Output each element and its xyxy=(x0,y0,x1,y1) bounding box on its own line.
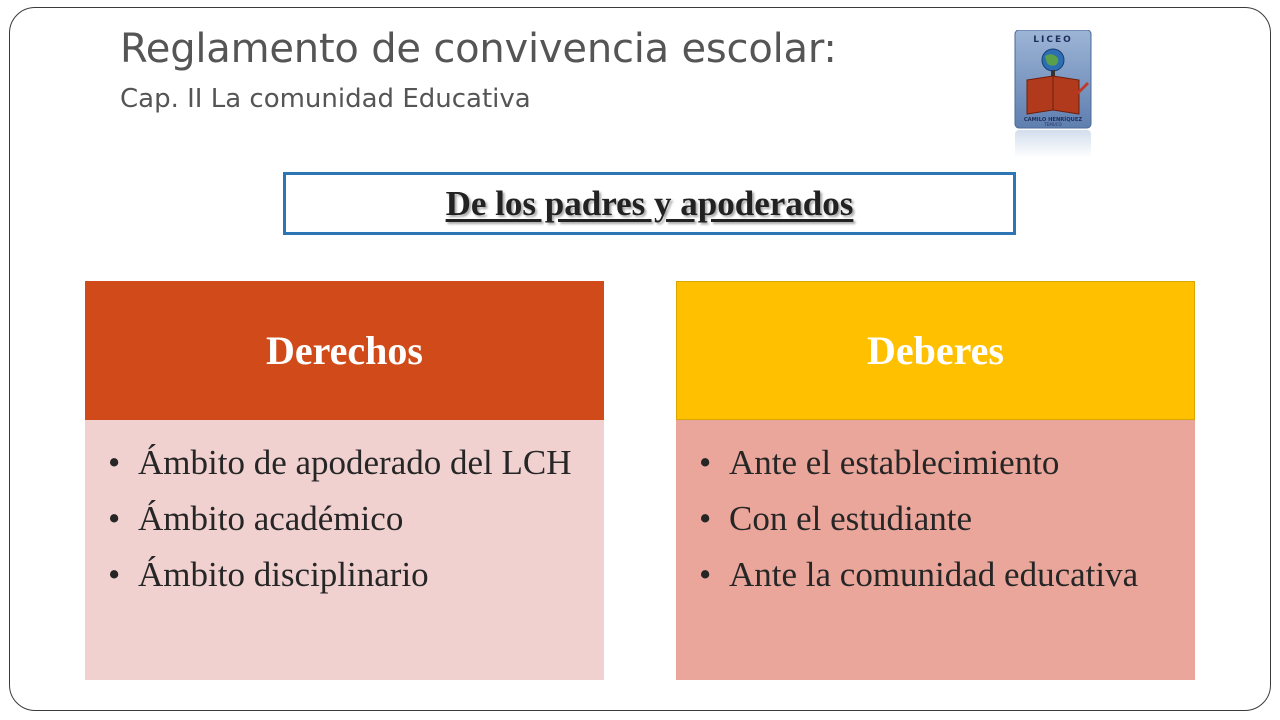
list-item: • Ante la comunidad educativa xyxy=(696,552,1175,598)
logo-city-text: TEMUCO xyxy=(1044,122,1062,127)
section-heading-box xyxy=(283,172,1016,235)
deberes-list xyxy=(696,440,1175,598)
list-item: • Ámbito de apoderado del LCH xyxy=(105,440,584,486)
list-item: • Con el estudiante xyxy=(696,496,1175,542)
list-item: • Ámbito académico xyxy=(105,496,584,542)
derechos-body xyxy=(85,420,604,680)
list-item: • Ante el establecimiento xyxy=(696,440,1175,486)
slide-subtitle: Cap. II La comunidad Educativa xyxy=(120,84,531,114)
section-heading: De los padres y apoderados xyxy=(445,183,854,223)
liceo-logo xyxy=(1013,30,1093,160)
derechos-header: Derechos xyxy=(85,281,604,420)
list-item: • Ámbito disciplinario xyxy=(105,552,584,598)
slide-title: Reglamento de convivencia escolar: xyxy=(120,26,837,72)
deberes-body xyxy=(676,420,1195,680)
deberes-header: Deberes xyxy=(676,281,1195,420)
logo-top-text: LICEO xyxy=(1033,35,1073,45)
derechos-list xyxy=(105,440,584,598)
logo-bottom-text: CAMILO HENRÍQUEZ xyxy=(1023,117,1083,123)
